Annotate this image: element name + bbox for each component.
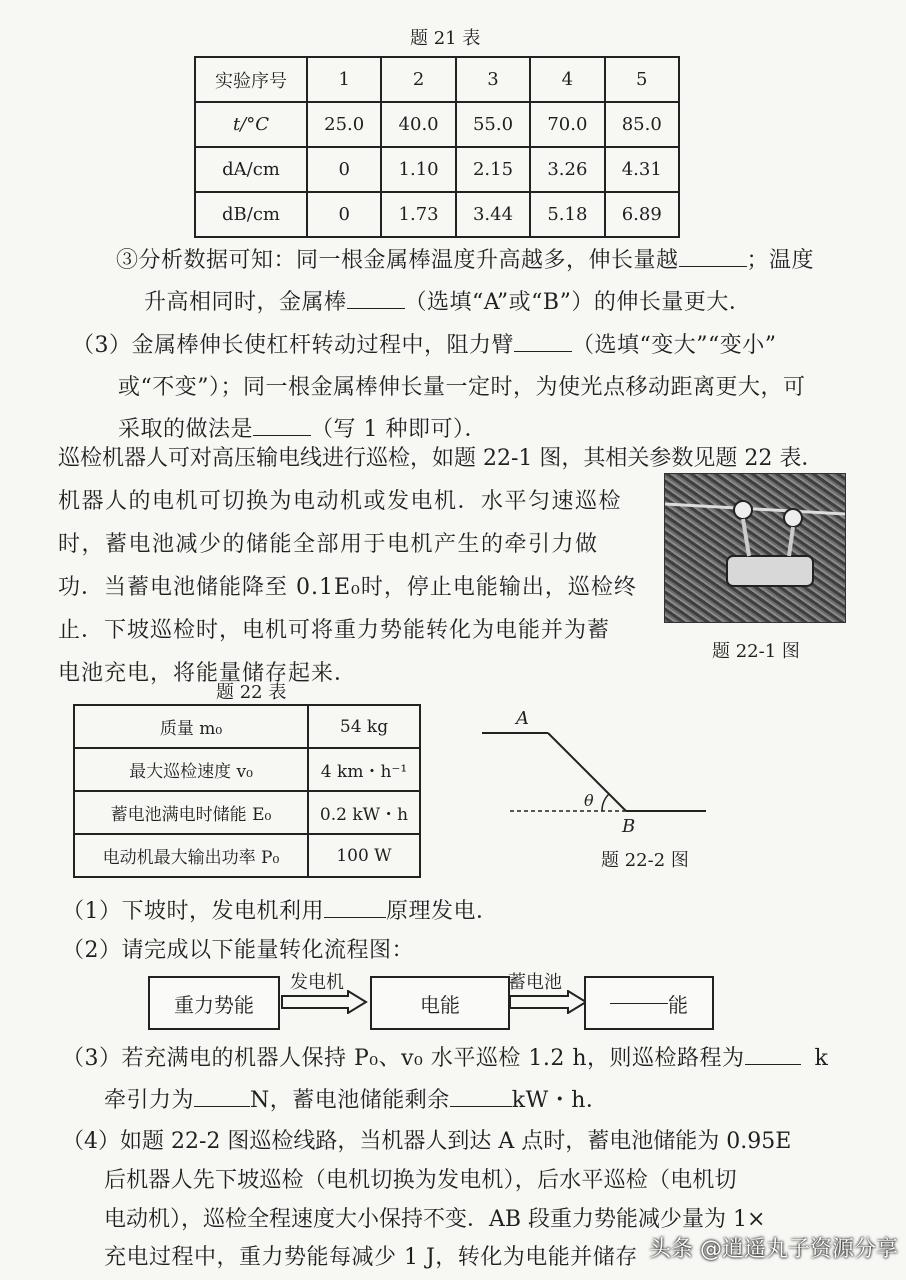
q22-paragraph-3: 时，蓄电池减少的储能全部用于电机产生的牵引力做 bbox=[58, 532, 599, 557]
q21-line-5 bbox=[118, 412, 487, 443]
q22-paragraph-1: 巡检机器人可对高压输电线进行巡检，如题 22-1 图，其相关参数见题 22 表． bbox=[58, 446, 824, 471]
table-row bbox=[195, 102, 679, 147]
table-row bbox=[74, 791, 420, 834]
table-cell: 4 bbox=[530, 57, 604, 102]
answer-blank bbox=[679, 266, 747, 267]
table-cell: t/°C bbox=[195, 102, 307, 147]
table-cell: 4 km・h⁻¹ bbox=[308, 748, 420, 791]
table-row bbox=[195, 57, 679, 102]
text: ③分析数据可知：同一根金属棒温度升高越多，伸长量越 bbox=[116, 248, 679, 273]
robot-illustration bbox=[665, 474, 845, 622]
q22-paragraph-2: 机器人的电机可切换为电动机或发电机．水平匀速巡检 bbox=[58, 489, 623, 514]
answer-blank bbox=[194, 1106, 250, 1107]
table-row bbox=[74, 834, 420, 877]
text: N，蓄电池储能剩余 bbox=[250, 1088, 450, 1113]
table-row bbox=[195, 147, 679, 192]
text: （选填“变大”“变小” bbox=[572, 333, 777, 358]
answer-blank bbox=[450, 1106, 512, 1107]
table-cell: 25.0 bbox=[307, 102, 381, 147]
figure-22-1-caption: 题 22-1 图 bbox=[712, 641, 800, 662]
flow-box-potential-energy: 重力势能 bbox=[148, 976, 280, 1030]
table-row bbox=[74, 705, 420, 748]
flow-arrow-label-generator: 发电机 bbox=[290, 972, 344, 993]
point-b-label: B bbox=[622, 816, 636, 837]
answer-blank bbox=[514, 351, 572, 352]
flow-box-electric-energy: 电能 bbox=[370, 976, 510, 1030]
table-cell: 2 bbox=[381, 57, 455, 102]
table-cell: 54 kg bbox=[308, 705, 420, 748]
table-cell: 85.0 bbox=[605, 102, 679, 147]
flow-box-chemical-energy bbox=[584, 976, 714, 1030]
table-cell: 1.10 bbox=[381, 147, 455, 192]
table-cell: dB/cm bbox=[195, 192, 307, 237]
text: 能 bbox=[668, 992, 688, 1017]
q22-sub-1 bbox=[62, 894, 499, 925]
q21-line-4: 或“不变”）；同一根金属棒伸长量一定时，为使光点移动距离更大，可 bbox=[118, 375, 806, 400]
q21-line-1 bbox=[116, 243, 814, 274]
answer-blank bbox=[324, 917, 386, 918]
q22-sub-3-line-1 bbox=[62, 1041, 828, 1072]
text: 采取的做法是 bbox=[118, 417, 254, 442]
table-21 bbox=[194, 56, 680, 238]
table-cell: 最大巡检速度 v₀ bbox=[74, 748, 308, 791]
table-cell: 100 W bbox=[308, 834, 420, 877]
answer-blank bbox=[745, 1064, 801, 1065]
text: （3）若充满电的机器人保持 P₀、v₀ 水平巡检 1.2 h，则巡检路程为 bbox=[62, 1046, 745, 1071]
text: （1）下坡时，发电机利用 bbox=[62, 899, 324, 924]
table-cell: 质量 m₀ bbox=[74, 705, 308, 748]
q22-paragraph-5: 止．下坡巡检时，电机可将重力势能转化为电能并为蓄 bbox=[58, 618, 611, 643]
q22-paragraph-6: 电池充电，将能量储存起来． bbox=[58, 661, 358, 686]
text: （3）金属棒伸长使杠杆转动过程中，阻力臂 bbox=[72, 333, 514, 358]
table-row bbox=[195, 192, 679, 237]
table-cell: 3.26 bbox=[530, 147, 604, 192]
watermark: 头条 @逍遥丸子资源分享 bbox=[649, 1237, 898, 1262]
text: 牵引力为 bbox=[104, 1088, 195, 1113]
q21-line-2 bbox=[144, 285, 751, 316]
q22-sub-4-line-2: 后机器人先下坡巡检（电机切换为发电机），后水平巡检（电机切 bbox=[104, 1168, 737, 1193]
table-cell: 5.18 bbox=[530, 192, 604, 237]
answer-blank bbox=[253, 435, 311, 436]
text: （选填“A”或“B”）的伸长量更大． bbox=[404, 290, 752, 315]
table-cell: 实验序号 bbox=[195, 57, 307, 102]
table-cell: 电动机最大输出功率 P₀ bbox=[74, 834, 308, 877]
text: （写 1 种即可）． bbox=[311, 417, 487, 442]
table-cell: 55.0 bbox=[456, 102, 530, 147]
table-cell: 6.89 bbox=[605, 192, 679, 237]
table21-caption: 题 21 表 bbox=[410, 28, 481, 49]
table-row bbox=[74, 748, 420, 791]
table-cell: 1 bbox=[307, 57, 381, 102]
table-cell: 蓄电池满电时储能 E₀ bbox=[74, 791, 308, 834]
table-cell: 0 bbox=[307, 192, 381, 237]
flow-arrow-label-battery: 蓄电池 bbox=[508, 972, 562, 993]
answer-blank bbox=[347, 308, 405, 309]
answer-blank bbox=[610, 1003, 668, 1004]
text: 原理发电． bbox=[386, 899, 499, 924]
text: k bbox=[814, 1046, 829, 1071]
table-cell: 2.15 bbox=[456, 147, 530, 192]
flow-arrow-2-icon bbox=[508, 990, 588, 1014]
flow-arrow-1-icon bbox=[280, 990, 368, 1014]
q22-paragraph-4: 功．当蓄电池储能降至 0.1E₀时，停止电能输出，巡检终 bbox=[58, 575, 637, 600]
table-cell: 5 bbox=[605, 57, 679, 102]
table-cell: 70.0 bbox=[530, 102, 604, 147]
q22-sub-2: （2）请完成以下能量转化流程图： bbox=[62, 938, 414, 963]
table22-caption: 题 22 表 bbox=[216, 682, 287, 703]
q22-sub-3-line-2 bbox=[104, 1083, 608, 1114]
figure-22-2-slope bbox=[470, 700, 710, 840]
table-cell: 3.44 bbox=[456, 192, 530, 237]
q22-sub-4-line-4: 充电过程中，重力势能每减少 1 J，转化为电能并储存 bbox=[104, 1245, 638, 1270]
text: kW・h． bbox=[511, 1088, 609, 1113]
q22-sub-4-line-3: 电动机），巡检全程速度大小保持不变．AB 段重力势能减少量为 1× bbox=[104, 1207, 766, 1232]
table-cell: 3 bbox=[456, 57, 530, 102]
q21-line-3 bbox=[72, 328, 777, 359]
point-a-label: A bbox=[516, 708, 529, 729]
robot-photo bbox=[664, 473, 846, 623]
text: ；温度 bbox=[746, 248, 815, 273]
table-cell: 4.31 bbox=[605, 147, 679, 192]
figure-22-2-caption: 题 22-2 图 bbox=[601, 850, 689, 871]
text: 升高相同时，金属棒 bbox=[144, 290, 347, 315]
table-22 bbox=[73, 704, 421, 878]
table-cell: 1.73 bbox=[381, 192, 455, 237]
table-cell: 40.0 bbox=[381, 102, 455, 147]
q22-sub-4-line-1: （4）如题 22-2 图巡检线路，当机器人到达 A 点时，蓄电池储能为 0.95E bbox=[62, 1129, 792, 1154]
angle-theta-label: θ bbox=[584, 791, 594, 810]
table-cell: 0 bbox=[307, 147, 381, 192]
table-cell: 0.2 kW・h bbox=[308, 791, 420, 834]
table-cell: dA/cm bbox=[195, 147, 307, 192]
